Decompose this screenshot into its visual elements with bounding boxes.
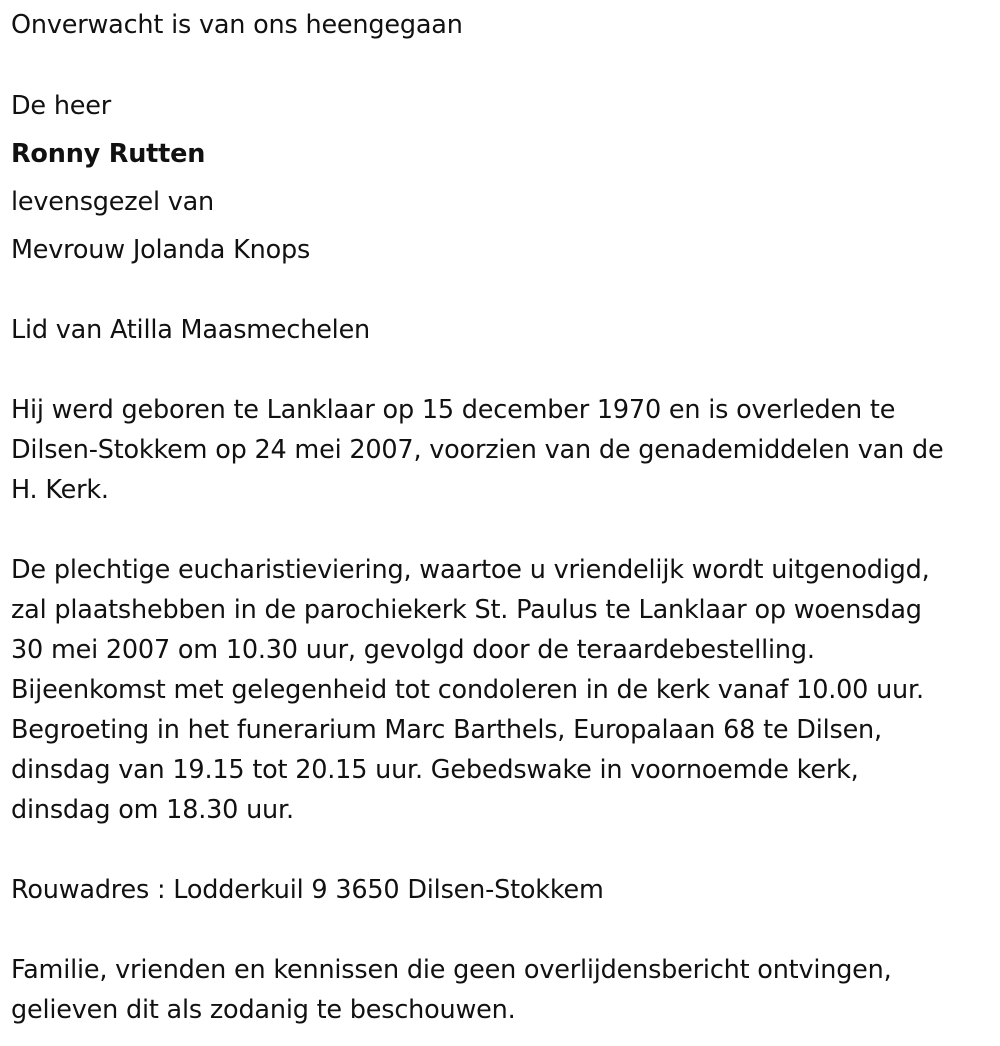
birth-death-line: Dilsen-Stokkem op 24 mei 2007, voorzien van de genademiddelen van de — [11, 435, 944, 465]
mourning-address: Rouwadres : Lodderkuil 9 3650 Dilsen-Stokkem — [11, 875, 604, 905]
ceremony-line: Begroeting in het funerarium Marc Barthels, Europalaan 68 te Dilsen, — [11, 715, 882, 745]
ceremony-line: De plechtige eucharistieviering, waartoe u vriendelijk wordt uitgenodigd, — [11, 555, 930, 585]
ceremony-line: dinsdag om 18.30 uur. — [11, 795, 294, 825]
ceremony-line: Bijeenkomst met gelegenheid tot condoleren in de kerk vanaf 10.00 uur. — [11, 675, 924, 705]
birth-death-line: Hij werd geboren te Lanklaar op 15 december 1970 en is overleden te — [11, 395, 896, 425]
closing-paragraph — [11, 950, 991, 1030]
opening-line: Onverwacht is van ons heengegaan — [11, 10, 463, 40]
partner-name: Mevrouw Jolanda Knops — [11, 235, 311, 265]
honorific: De heer — [11, 91, 112, 121]
ceremony-paragraph — [11, 550, 991, 830]
closing-line: gelieven dit als zodanig te beschouwen. — [11, 995, 516, 1025]
deceased-name: Ronny Rutten — [11, 139, 206, 169]
ceremony-line: dinsdag van 19.15 tot 20.15 uur. Gebedswake in voornoemde kerk, — [11, 755, 859, 785]
relation-line: levensgezel van — [11, 187, 215, 217]
ceremony-line: zal plaatshebben in de parochiekerk St. Paulus te Lanklaar op woensdag — [11, 595, 922, 625]
ceremony-line: 30 mei 2007 om 10.30 uur, gevolgd door de teraardebestelling. — [11, 635, 815, 665]
membership-line: Lid van Atilla Maasmechelen — [11, 315, 371, 345]
birth-death-paragraph — [11, 390, 991, 510]
closing-line: Familie, vrienden en kennissen die geen overlijdensbericht ontvingen, — [11, 955, 892, 985]
birth-death-line: H. Kerk. — [11, 475, 109, 505]
